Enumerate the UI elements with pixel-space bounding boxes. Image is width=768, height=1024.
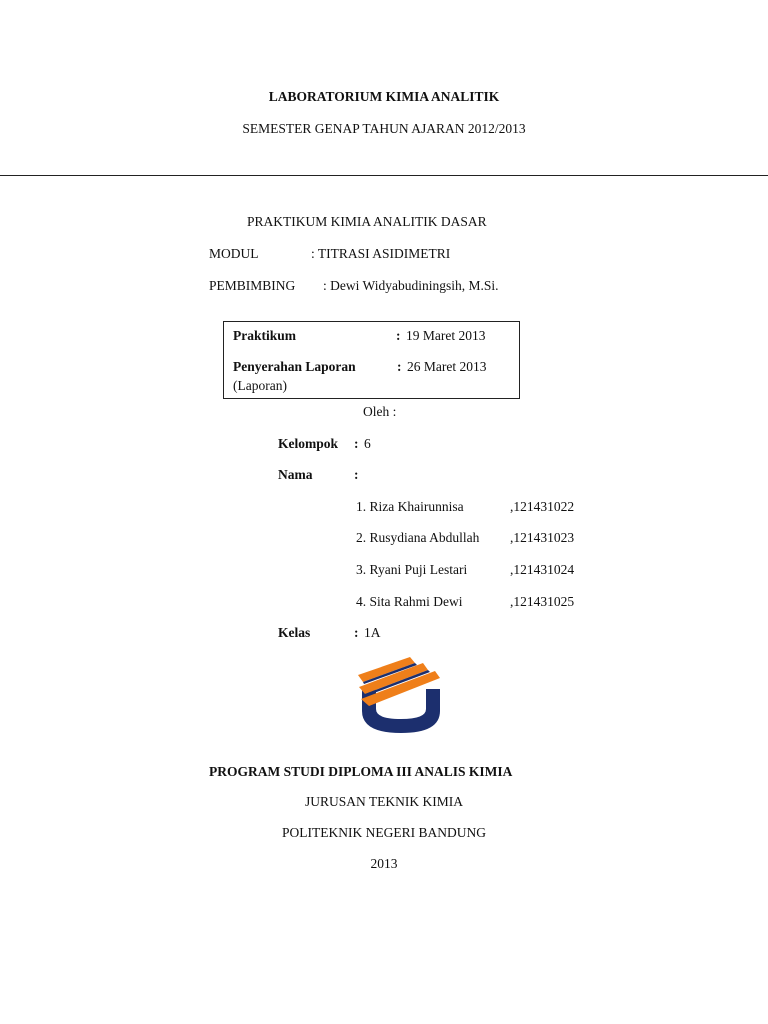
lab-title: LABORATORIUM KIMIA ANALITIK xyxy=(268,89,500,104)
institution-line: POLITEKNIK NEGERI BANDUNG xyxy=(282,825,486,840)
member-nim: ,121431025 xyxy=(510,594,575,609)
jurusan-line: JURUSAN TEKNIK KIMIA xyxy=(305,794,463,809)
praktikum-colon: : xyxy=(396,328,401,343)
kelompok-value: 6 xyxy=(364,436,371,451)
header-divider xyxy=(0,175,768,176)
pembimbing-label: PEMBIMBING xyxy=(209,278,296,293)
member-name: 2. Rusydiana Abdullah xyxy=(356,530,480,545)
penyerahan-colon: : xyxy=(397,359,402,374)
program-title: PROGRAM STUDI DIPLOMA III ANALIS KIMIA xyxy=(209,764,513,779)
oleh-label: Oleh : xyxy=(363,404,397,419)
kelas-label: Kelas xyxy=(278,625,311,640)
kelompok-colon: : xyxy=(354,436,359,451)
member-nim: ,121431024 xyxy=(510,562,575,577)
member-name: 3. Ryani Puji Lestari xyxy=(356,562,468,577)
polban-logo-icon xyxy=(355,655,447,735)
nama-colon: : xyxy=(354,467,359,482)
praktikum-date: 19 Maret 2013 xyxy=(406,328,486,343)
pembimbing-value: : Dewi Widyabudiningsih, M.Si. xyxy=(323,278,499,293)
praktikum-label: Praktikum xyxy=(233,328,297,343)
kelompok-label: Kelompok xyxy=(278,436,339,451)
year-line: 2013 xyxy=(370,856,398,871)
course-title: PRAKTIKUM KIMIA ANALITIK DASAR xyxy=(247,214,487,229)
member-name: 1. Riza Khairunnisa xyxy=(356,499,464,514)
modul-label: MODUL xyxy=(209,246,259,261)
laporan-note: (Laporan) xyxy=(233,378,287,393)
member-name: 4. Sita Rahmi Dewi xyxy=(356,594,463,609)
member-nim: ,121431023 xyxy=(510,530,575,545)
penyerahan-label: Penyerahan Laporan xyxy=(233,359,356,374)
penyerahan-date: 26 Maret 2013 xyxy=(407,359,487,374)
kelas-colon: : xyxy=(354,625,359,640)
nama-label: Nama xyxy=(278,467,313,482)
modul-value: : TITRASI ASIDIMETRI xyxy=(311,246,451,261)
member-nim: ,121431022 xyxy=(510,499,575,514)
semester-line: SEMESTER GENAP TAHUN AJARAN 2012/2013 xyxy=(242,121,526,136)
kelas-value: 1A xyxy=(364,625,381,640)
